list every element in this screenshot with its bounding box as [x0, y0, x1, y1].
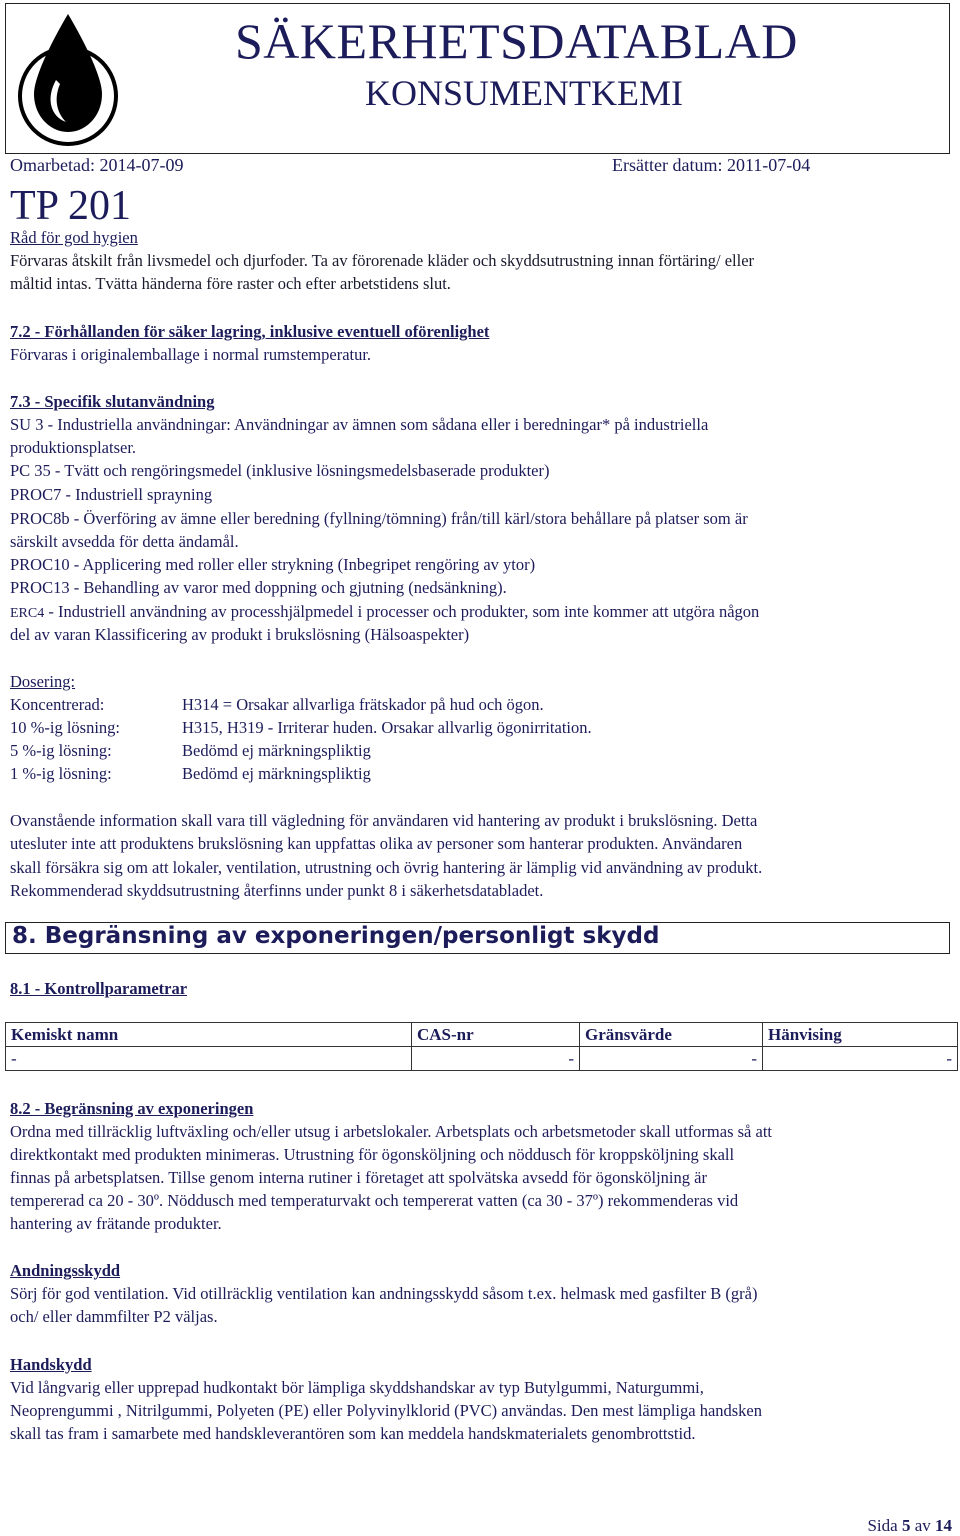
section-8-2-line: direktkontakt med produkten minimeras. Utrustning för ögonsköljning och nöddusch för kroppsköljning skall — [10, 1145, 735, 1164]
proc10-line: PROC10 - Applicering med roller eller strykning (Inbegripet rengöring av ytor) — [10, 555, 536, 574]
section-8-2-line: finnas på arbetsplatsen. Tillse genom interna rutiner i företaget att spolvätska avsedd för ögonsköljning är — [10, 1168, 707, 1187]
hygiene-text-line: måltid intas. Tvätta händerna före raster och efter arbetstidens slut. — [10, 274, 451, 293]
pc35-line: PC 35 - Tvätt och rengöringsmedel (inklusive lösningsmedelsbaserade produkter) — [10, 461, 550, 480]
section-8-1-heading: 8.1 - Kontrollparametrar — [10, 979, 188, 998]
section-7-3-heading: 7.3 - Specifik slutanvändning — [10, 392, 215, 411]
respiratory-heading: Andningsskydd — [10, 1261, 121, 1280]
dosing-heading: Dosering: — [10, 672, 76, 691]
su3-line: produktionsplatser. — [10, 438, 137, 457]
document-title: SÄKERHETSDATABLAD — [235, 13, 798, 69]
table-header-cell: CAS-nr — [412, 1023, 580, 1047]
respiratory-line: och/ eller dammfilter P2 väljas. — [10, 1307, 218, 1326]
section-7-2-heading: 7.2 - Förhållanden för säker lagring, inklusive eventuell oförenlighet — [10, 322, 490, 341]
proc7-line: PROC7 - Industriell sprayning — [10, 485, 213, 504]
erc4-line: del av varan Klassificering av produkt i brukslösning (Hälsoaspekter) — [10, 625, 470, 644]
table-cell: - — [580, 1047, 763, 1071]
hand-protection-line: Vid långvarig eller upprepad hudkontakt bör lämpliga skyddshandskar av typ Butylgummi, Naturgummi, — [10, 1378, 704, 1397]
product-name: TP 201 — [10, 183, 131, 229]
hand-protection-line: skall tas fram i samarbete med handskleverantören som kan meddela handskmaterialets genombrottstid. — [10, 1424, 696, 1443]
section-8-2-heading: 8.2 - Begränsning av exponeringen — [10, 1099, 254, 1118]
proc8b-line: PROC8b - Överföring av ämne eller beredning (fyllning/tömning) från/till kärl/stora behållare på platser som är — [10, 509, 748, 528]
control-parameters-table — [5, 1022, 958, 1071]
dosing-row — [0, 739, 960, 763]
current-page: 5 — [901, 1516, 911, 1535]
guidance-line: skall försäkra sig om att lokaler, ventilation, utrustning och övrig hantering är lämplig vid användning av produkt. — [10, 858, 763, 877]
section-8-2-line: hantering av frätande produkter. — [10, 1214, 222, 1233]
total-pages: 14 — [935, 1516, 952, 1535]
dosing-value: Bedömd ej märkningspliktig — [182, 764, 371, 783]
dosing-label: 5 %-ig lösning: — [10, 741, 112, 760]
table-row — [6, 1047, 958, 1071]
respiratory-line: Sörj för god ventilation. Vid otillräcklig ventilation kan andningsskydd såsom t.ex. helmask med gasfilter B (grå) — [10, 1284, 758, 1303]
guidance-line: utesluter inte att produktens brukslösning kan uppfattas olika av personer som hanterar produkten. Användaren — [10, 834, 743, 853]
hand-protection-line: Neoprengummi , Nitrilgummi, Polyeten (PE) eller Polyvinylklorid (PVC) användas. Den mest lämpliga handsken — [10, 1401, 763, 1420]
guidance-line: Rekommenderad skyddsutrustning återfinns under punkt 8 i säkerhetsdatabladet. — [10, 881, 544, 900]
replaces-date: Ersätter datum: 2011-07-04 — [612, 155, 811, 175]
dosing-label: 10 %-ig lösning: — [10, 718, 120, 737]
dosing-value: H314 = Orsakar allvarliga frätskador på hud och ögon. — [182, 695, 544, 714]
hand-protection-heading: Handskydd — [10, 1355, 92, 1374]
table-cell: - — [6, 1047, 412, 1071]
proc13-line: PROC13 - Behandling av varor med doppning och gjutning (nedsänkning). — [10, 578, 507, 597]
section-8-title: 8. Begränsning av exponeringen/personligt skydd — [12, 923, 660, 949]
guidance-line: Ovanstående information skall vara till vägledning för användaren vid hantering av produkt i brukslösning. Detta — [10, 811, 758, 830]
dosing-row — [0, 762, 960, 786]
table-header-cell: Kemiskt namn — [6, 1023, 412, 1047]
page-of-label: av — [914, 1516, 931, 1535]
proc8b-line: särskilt avsedda för detta ändamål. — [10, 532, 239, 551]
dosing-value: Bedömd ej märkningspliktig — [182, 741, 371, 760]
table-header-cell: Hänvising — [763, 1023, 958, 1047]
dosing-row — [0, 716, 960, 740]
table-cell: - — [763, 1047, 958, 1071]
section-7-2-text: Förvaras i originalemballage i normal rumstemperatur. — [10, 345, 372, 364]
revised-date: Omarbetad: 2014-07-09 — [10, 155, 184, 175]
erc4-line — [10, 600, 759, 626]
dosing-row — [0, 693, 960, 717]
erc4-code: ERC4 — [10, 606, 45, 621]
dosing-label: 1 %-ig lösning: — [10, 764, 112, 783]
table-header-row — [6, 1023, 958, 1047]
section-8-2-line: Ordna med tillräcklig luftväxling och/eller utsug i arbetslokaler. Arbetsplats och arbetsmetoder skall utformas så att — [10, 1122, 772, 1141]
section-8-2-line: tempererad ca 20 - 30º. Nöddusch med temperaturvakt och tempererat vatten (ca 30 - 37º) rekommenderas vid — [10, 1191, 739, 1210]
hygiene-text-line: Förvaras åtskilt från livsmedel och djurfoder. Ta av förorenade kläder och skyddsutrustning innan förtäring/ eller — [10, 251, 755, 270]
table-header-cell: Gränsvärde — [580, 1023, 763, 1047]
table-cell: - — [412, 1047, 580, 1071]
hygiene-heading: Råd för god hygien — [10, 228, 138, 247]
dosing-value: H315, H319 - Irriterar huden. Orsakar allvarlig ögonirritation. — [182, 718, 592, 737]
droplet-logo-icon — [12, 8, 124, 148]
erc4-text: - Industriell användning av processhjälpmedel i processer och produkter, som inte kommer att utgöra någon — [44, 602, 760, 621]
page-number — [867, 1516, 952, 1536]
su3-line: SU 3 - Industriella användningar: Användningar av ämnen som sådana eller i beredningar* på industriella — [10, 415, 709, 434]
document-subtitle: KONSUMENTKEMI — [365, 73, 683, 113]
page-label: Sida — [867, 1516, 898, 1535]
dosing-label: Koncentrerad: — [10, 695, 105, 714]
